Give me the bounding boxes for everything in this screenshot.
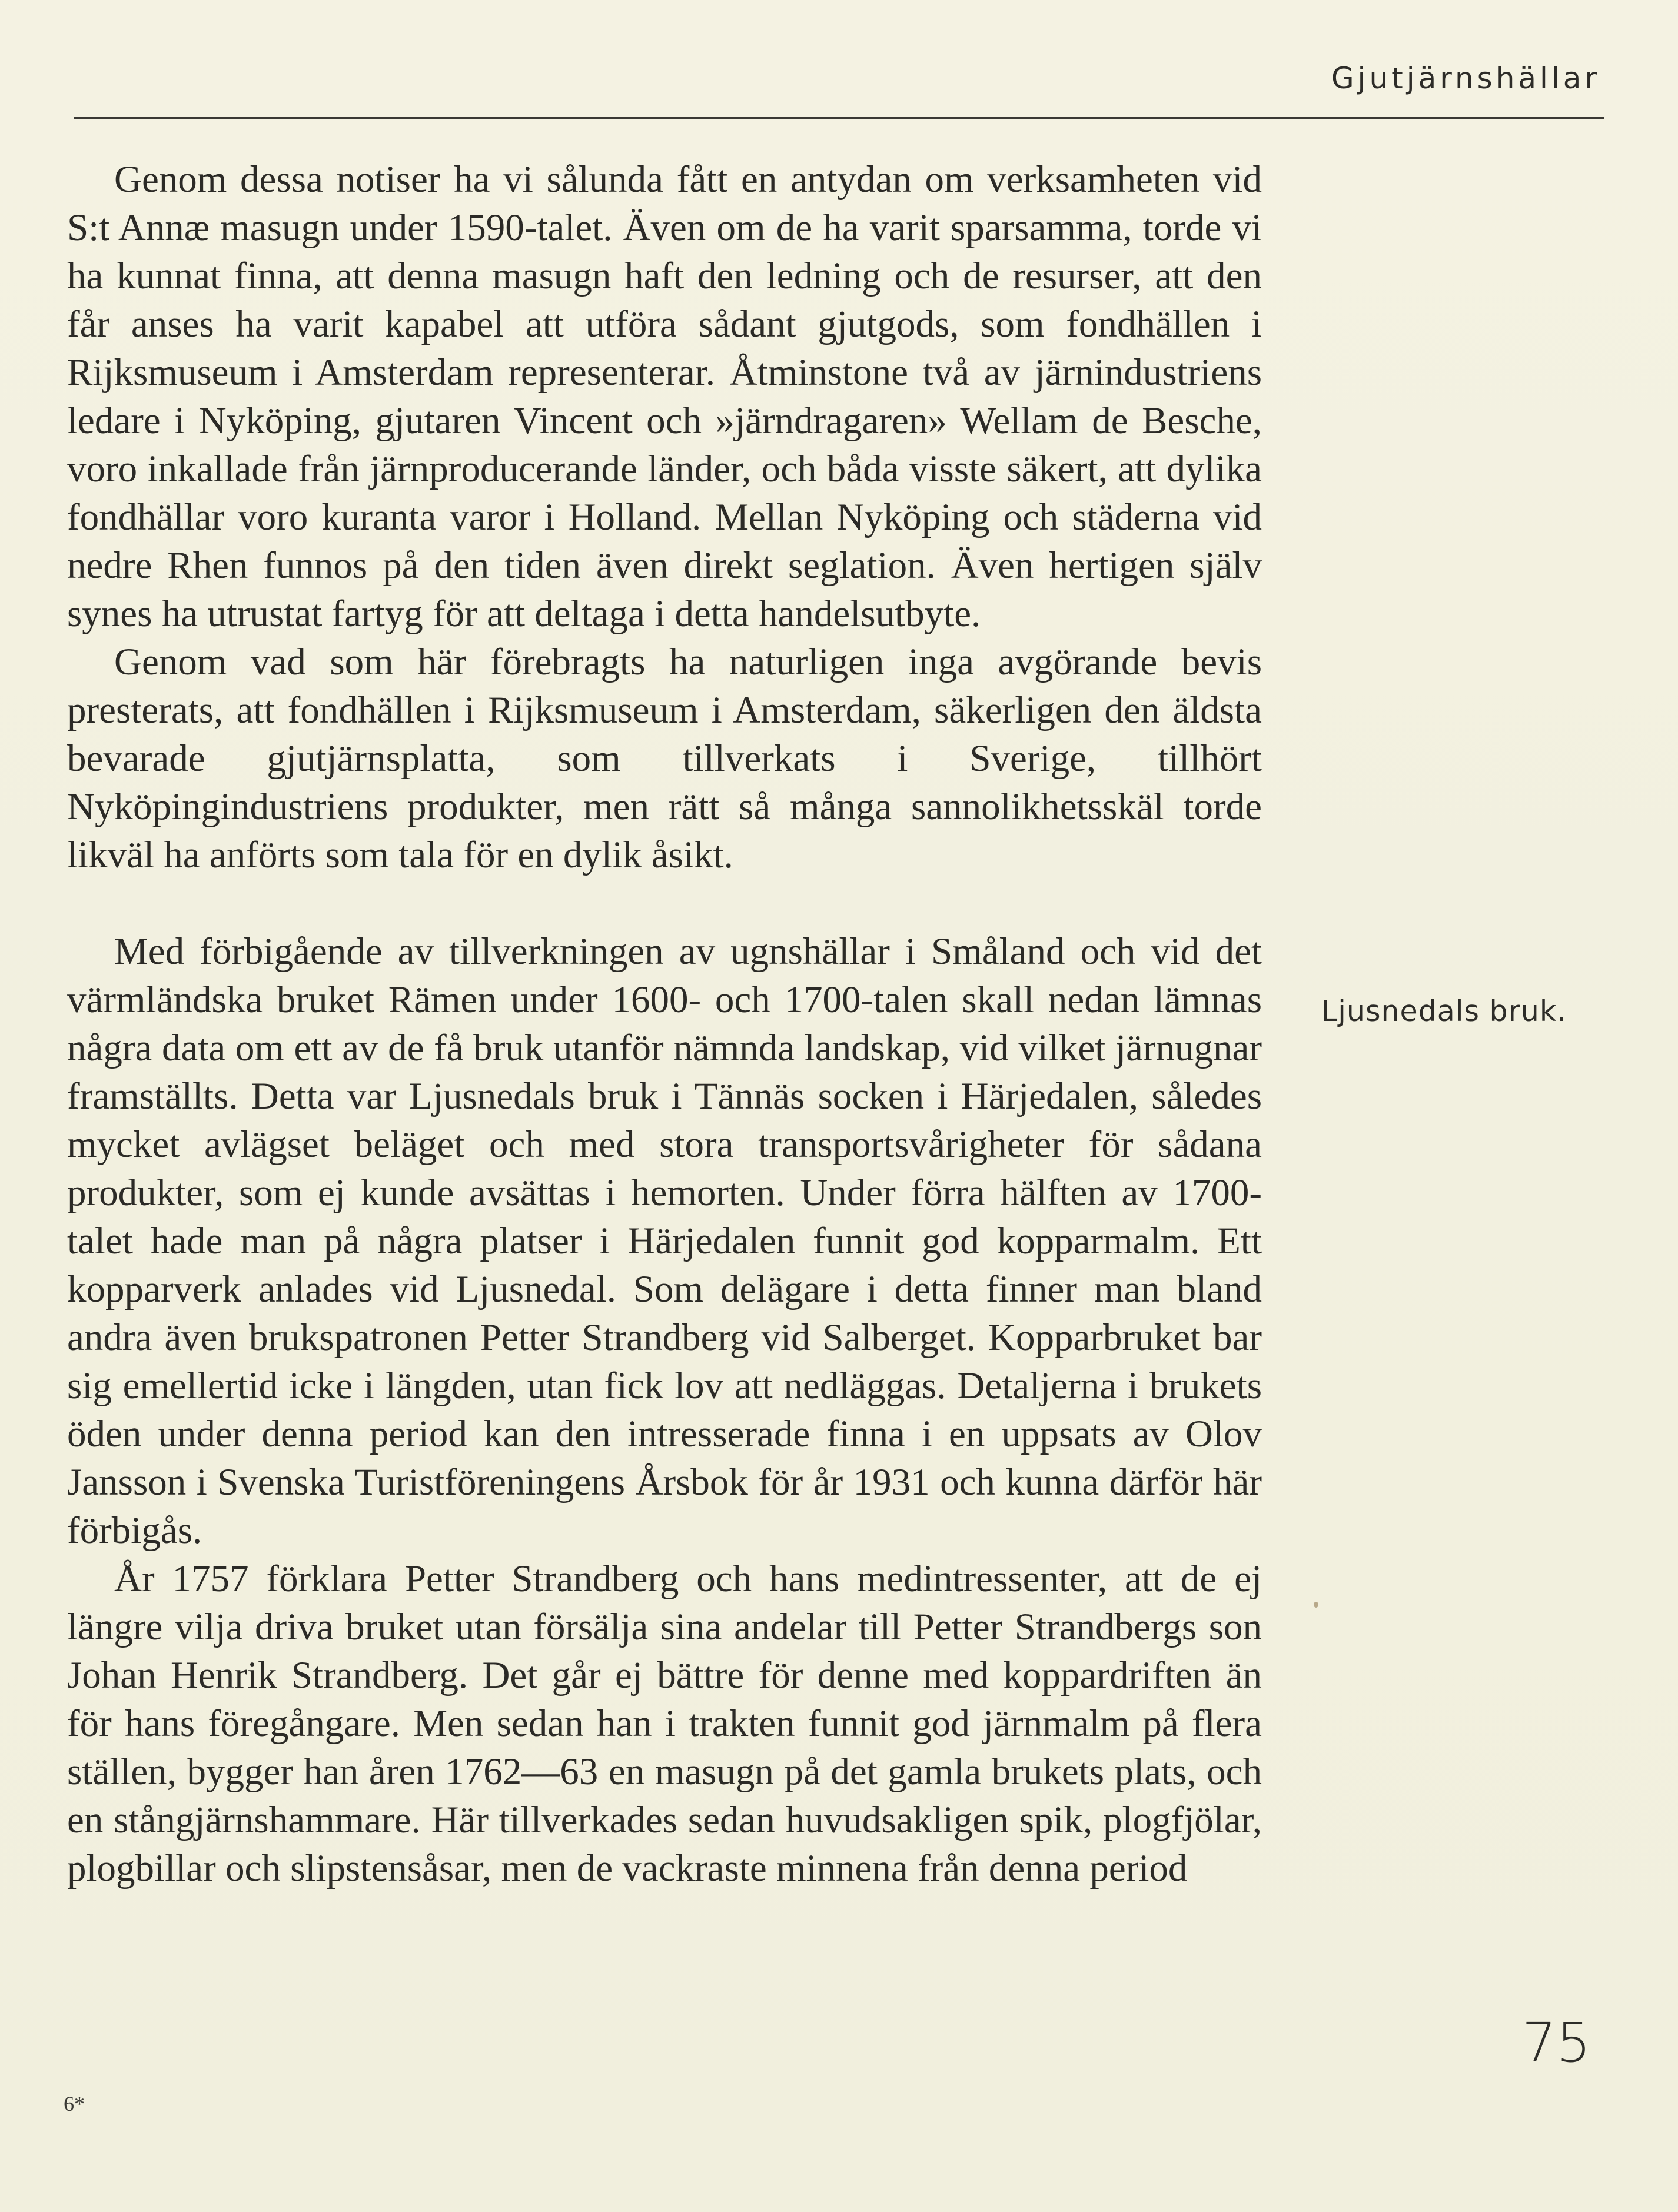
margin-note: Ljusnedals bruk. xyxy=(1321,994,1567,1028)
body-text xyxy=(67,155,1262,1892)
page-number: 75 xyxy=(1521,2011,1591,2074)
paragraph: Genom vad som här förebragts ha naturligen inga avgörande bevis presterats, att fondhällen i Rijksmuseum i Amsterdam, säkerligen den äldsta bevarade gjutjärnsplatta, som tillverkats i Sverige, tillhört Nyköpingindustriens produkter, men rätt så många sannolikhetsskäl torde likväl ha anförts som tala för en dylik åsikt. xyxy=(67,641,1262,876)
paper-speck xyxy=(1314,1602,1318,1608)
paragraph: Genom dessa notiser ha vi sålunda fått en antydan om verksamheten vid S:t Annæ masugn under 1590-talet. Även om de ha varit sparsamma, torde vi ha kunnat finna, att denna masugn haft den ledning och de resurser, att den får anses ha varit kapabel att utföra sådant gjutgods, som fondhällen i Rijksmuseum i Amsterdam representerar. Åtminstone två av järnindustriens ledare i Nyköping, gjutaren Vincent och »järndragaren» Wellam de Besche, voro inkallade från järnproducerande länder, och båda visste säkert, att dylika fondhällar voro kuranta varor i Holland. Mellan Nyköping och städerna vid nedre Rhen funnos på den tiden även direkt seglation. Även hertigen själv synes ha utrustat fartyg för att deltaga i detta handelsutbyte. xyxy=(67,158,1262,635)
running-head: Gjutjärnshällar xyxy=(1331,61,1600,95)
paragraph: Med förbigående av tillverkningen av ugnshällar i Småland och vid det värmländska bruket Rämen under 1600- och 1700-talen skall nedan lämnas några data om ett av de få bruk utanför nämnda landskap, vid vilket järnugnar framställts. Detta var Ljusnedals bruk i Tännäs socken i Härjedalen, således mycket avlägset beläget och med stora transportsvårigheter för sådana produkter, som ej kunde avsättas i hemorten. Under förra hälften av 1700-talet hade man på några platser i Härjedalen funnit god kopparmalm. Ett kopparverk anlades vid Ljusnedal. Som delägare i detta finner man bland andra även brukspatronen Petter Strandberg vid Salberget. Kopparbruket bar sig emellertid icke i längden, utan fick lov att nedläggas. Detaljerna i brukets öden under denna period kan den intresserade finna i en uppsats av Olov Jansson i Svenska Turistföreningens Årsbok för år 1931 och kunna därför här förbigås. xyxy=(67,930,1262,1552)
header-rule xyxy=(74,117,1604,119)
section-gap xyxy=(67,879,1262,927)
paragraph: År 1757 förklara Petter Strandberg och hans medintressenter, att de ej längre vilja driva bruket utan försälja sina andelar till Petter Strandbergs son Johan Henrik Strandberg. Det går ej bättre för denne med koppardriften än för hans föregångare. Men sedan han i trakten funnit god järnmalm på flera ställen, bygger han åren 1762—63 en masugn på det gamla brukets plats, och en stångjärnshammare. Här tillverkades sedan huvudsakligen spik, plogfjölar, plogbillar och slipstensåsar, men de vackraste minnena från denna period xyxy=(67,1558,1262,1890)
signature-mark: 6* xyxy=(64,2092,85,2115)
